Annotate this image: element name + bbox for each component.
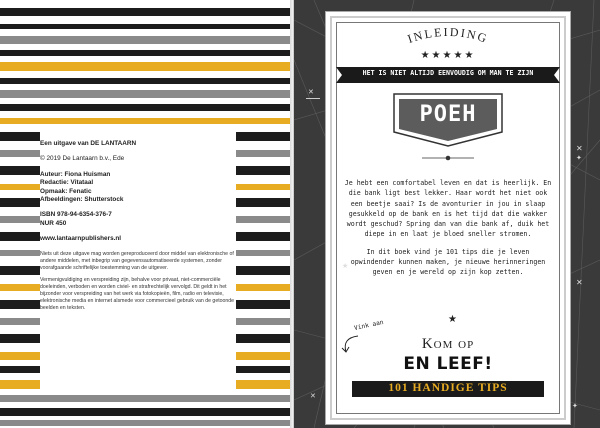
vink-aan-label: Vink aan	[353, 318, 385, 333]
credit-images: Afbeeldingen: Shutterstock	[40, 196, 124, 204]
cross-mark-icon: ✕	[576, 144, 583, 153]
intro-paragraph-1: Je hebt een comfortabel leven en dat is heerlijk. En die bank ligt best lekker. Haar wordt het niet ook een beetje saai? Is de avonturier in jou in slaap gesukkeld op de bank en is het tijd dat die wakker wordt geschud? Spring dan van die bank af, duik het diepe in en laat je bloed sneller stromen.	[344, 179, 552, 239]
page-title: POEH	[419, 102, 477, 127]
banner-text: HET IS NIET ALTIJD EENVOUDIG OM MAN TE ZIJN	[362, 69, 534, 77]
publisher-line: Een uitgave van DE LANTAARN	[40, 140, 137, 147]
website: www.lantaarnpublishers.nl	[40, 235, 122, 243]
ornament-divider	[418, 154, 478, 162]
kom-op-text: Kom op	[421, 336, 475, 352]
credit-layout: Opmaak: Fenatic	[40, 187, 92, 195]
star-icon: ✦	[576, 154, 582, 162]
cross-mark-icon: ✕	[308, 88, 314, 96]
credit-author: Auteur: Fiona Huisman	[40, 170, 111, 178]
subtitle: 101 HANDIGE TIPS	[388, 382, 508, 394]
star-icon: ★	[448, 314, 457, 325]
left-page	[0, 0, 294, 428]
isbn: ISBN 978-94-6354-376-7	[40, 211, 112, 219]
right-page	[294, 0, 600, 428]
svg-text:INLEIDING	[406, 25, 491, 46]
imprint-block	[40, 128, 236, 390]
dash-mark	[306, 98, 320, 99]
intro-paragraph-2: In dit boek vind je 101 tips die je leven opwindender kunnen maken, je nieuwe herinneringen geven en je wereld op zijn kop zetten.	[350, 247, 546, 277]
intro-card	[330, 16, 566, 420]
star-icon: ✦	[572, 402, 578, 410]
cross-mark-icon: ✕	[310, 392, 316, 400]
credit-editor: Redactie: Vitataal	[40, 179, 94, 187]
star-row: ★★★★★	[420, 50, 476, 61]
header-title: INLEIDING	[405, 24, 491, 46]
star-icon: ★	[342, 262, 349, 270]
legal-notice-2: Vermenigvuldiging en verspreiding zijn, behalve voor privaat, niet-commerciële doeleinden, verboden en worden civiel- en strafrechtelijk vervolgd. Dit geldt in het bijzonder voor verspreiding van het werk via fotokopieën, film, radio en televisie, elektronische media en internet alsmede voor commercieel gebruik van de getoonde beelden en teksten.	[40, 276, 235, 311]
cross-mark-icon: ✕	[576, 278, 583, 287]
copyright: © 2019 De Lantaarn b.v., Ede	[40, 155, 125, 163]
intro-text	[344, 178, 552, 285]
legal-notice-1: Niets uit deze uitgave mag worden gereproduceerd door middel van elektronische of andere middelen, met inbegrip van gegevensautomatiseerde systemen, zonder voorafgaande schriftelijke toestemming van de uitgever.	[40, 250, 234, 271]
nur: NUR 450	[40, 219, 67, 227]
en-leef-text: EN LEEF!	[403, 354, 493, 374]
